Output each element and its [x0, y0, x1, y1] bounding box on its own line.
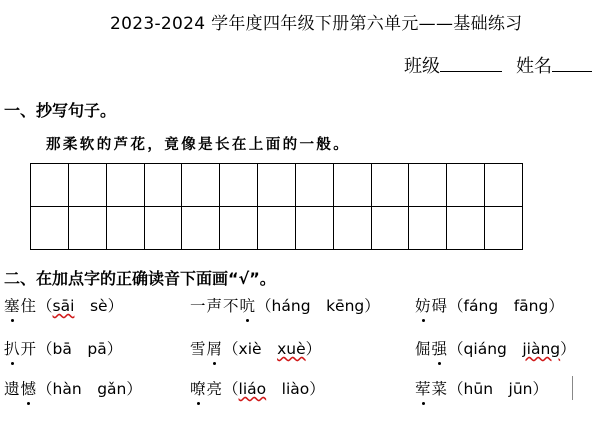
pinyin-item	[190, 377, 325, 399]
pinyin-option-2[interactable]: gǎn	[97, 380, 127, 398]
pinyin-item	[415, 294, 564, 316]
grid-cell[interactable]	[333, 164, 371, 207]
grid-cell[interactable]	[409, 164, 447, 207]
pinyin-item	[415, 337, 576, 359]
grid-cell[interactable]	[371, 164, 409, 207]
word-suffix: 亮	[206, 380, 224, 398]
pinyin-option-2[interactable]: xuè	[277, 340, 306, 358]
grid-cell[interactable]	[295, 164, 333, 207]
grid-cell[interactable]	[182, 164, 220, 207]
grid-cell[interactable]	[68, 207, 106, 250]
grid-cell[interactable]	[144, 164, 182, 207]
grid-cell[interactable]	[295, 207, 333, 250]
close-paren: ）	[107, 297, 124, 315]
open-paren: （	[448, 340, 464, 358]
word-suffix: 菜	[431, 380, 449, 398]
option-gap	[82, 380, 98, 398]
close-paren: ）	[305, 340, 322, 358]
grid-cell[interactable]	[106, 207, 144, 250]
dotted-character: 憾	[21, 377, 38, 399]
pinyin-option-1[interactable]: hūn	[463, 380, 494, 398]
open-paren: （	[256, 297, 272, 315]
pinyin-option-1[interactable]: bā	[52, 340, 72, 358]
grid-cell[interactable]	[485, 207, 523, 250]
pinyin-option-2[interactable]: liào	[281, 380, 310, 398]
word-suffix: 住	[20, 297, 38, 315]
option-gap	[311, 297, 327, 315]
word-suffix: 碍	[431, 297, 449, 315]
pinyin-option-1[interactable]: sāi	[52, 297, 75, 315]
option-gap	[72, 340, 88, 358]
grid-cell[interactable]	[220, 207, 258, 250]
pinyin-option-1[interactable]: liáo	[238, 380, 267, 398]
copy-sentence: 那柔软的芦花，竟像是长在上面的一般。	[46, 136, 351, 153]
dotted-character: 强	[432, 337, 449, 359]
option-gap	[262, 340, 278, 358]
pinyin-option-1[interactable]: fáng	[463, 297, 499, 315]
close-paren: ）	[364, 297, 380, 315]
grid-cell[interactable]	[409, 207, 447, 250]
dotted-character: 塞	[4, 294, 21, 316]
grid-cell[interactable]	[447, 207, 485, 250]
dotted-character: 嘹	[190, 377, 207, 399]
open-paren: （	[223, 380, 239, 398]
close-paren: ）	[548, 297, 564, 315]
word-prefix: 倔	[415, 340, 432, 358]
grid-cell[interactable]	[144, 207, 182, 250]
pinyin-option-1[interactable]: hàn	[52, 380, 82, 398]
text-cursor	[572, 376, 573, 400]
grid-cell[interactable]	[258, 207, 296, 250]
grid-cell[interactable]	[333, 207, 371, 250]
dotted-character: 荤	[415, 377, 432, 399]
page-title: 2023-2024 学年度四年级下册第六单元——基础练习	[110, 14, 523, 34]
close-paren: ）	[560, 340, 576, 358]
open-paren: （	[37, 297, 53, 315]
pinyin-option-2[interactable]: jiàng	[522, 340, 561, 358]
class-label: 班级	[404, 56, 440, 77]
pinyin-item	[190, 294, 380, 316]
pinyin-item	[415, 377, 548, 399]
open-paren: （	[37, 340, 53, 358]
close-paren: ）	[126, 380, 142, 398]
dotted-character: 妨	[415, 294, 432, 316]
grid-row	[31, 207, 523, 250]
grid-cell[interactable]	[182, 207, 220, 250]
close-paren: ）	[106, 340, 123, 358]
word-prefix: 遗	[4, 380, 21, 398]
option-gap	[74, 297, 90, 315]
close-paren: ）	[532, 380, 549, 398]
writing-grid	[30, 163, 523, 250]
pinyin-option-1[interactable]: háng	[271, 297, 311, 315]
grid-cell[interactable]	[258, 164, 296, 207]
grid-cell[interactable]	[220, 164, 258, 207]
pinyin-option-2[interactable]: fāng	[513, 297, 549, 315]
pinyin-item	[4, 294, 123, 316]
pinyin-option-2[interactable]: kēng	[326, 297, 365, 315]
open-paren: （	[448, 380, 464, 398]
grid-cell[interactable]	[485, 164, 523, 207]
option-gap	[498, 297, 514, 315]
pinyin-option-2[interactable]: sè	[89, 297, 108, 315]
section-1-heading: 一、抄写句子。	[4, 101, 117, 120]
pinyin-option-2[interactable]: pā	[87, 340, 107, 358]
close-paren: ）	[309, 380, 325, 398]
pinyin-option-1[interactable]: qiáng	[463, 340, 507, 358]
grid-row	[31, 164, 523, 207]
word-prefix: 雪	[190, 340, 207, 358]
grid-cell[interactable]	[371, 207, 409, 250]
open-paren: （	[37, 380, 53, 398]
pinyin-option-1[interactable]: xiè	[238, 340, 262, 358]
dotted-character: 屑	[207, 337, 224, 359]
word-suffix: 开	[20, 340, 38, 358]
grid-cell[interactable]	[106, 164, 144, 207]
option-gap	[493, 380, 509, 398]
option-gap	[266, 380, 282, 398]
pinyin-item	[190, 337, 321, 359]
option-gap	[507, 340, 523, 358]
grid-cell[interactable]	[31, 164, 69, 207]
name-blank[interactable]	[552, 55, 592, 72]
pinyin-item	[4, 377, 142, 399]
class-blank[interactable]	[440, 55, 502, 72]
pinyin-item	[4, 337, 122, 359]
pinyin-option-2[interactable]: jūn	[508, 380, 533, 398]
dotted-character: 吭	[240, 294, 257, 316]
dotted-character: 扒	[4, 337, 21, 359]
open-paren: （	[223, 340, 239, 358]
class-name-line	[404, 52, 592, 78]
grid-cell[interactable]	[447, 164, 485, 207]
word-prefix: 一声不	[190, 297, 240, 315]
name-label: 姓名	[516, 56, 552, 77]
grid-cell[interactable]	[68, 164, 106, 207]
section-2-heading: 二、在加点字的正确读音下面画“√”。	[4, 269, 276, 288]
open-paren: （	[448, 297, 464, 315]
grid-cell[interactable]	[31, 207, 69, 250]
